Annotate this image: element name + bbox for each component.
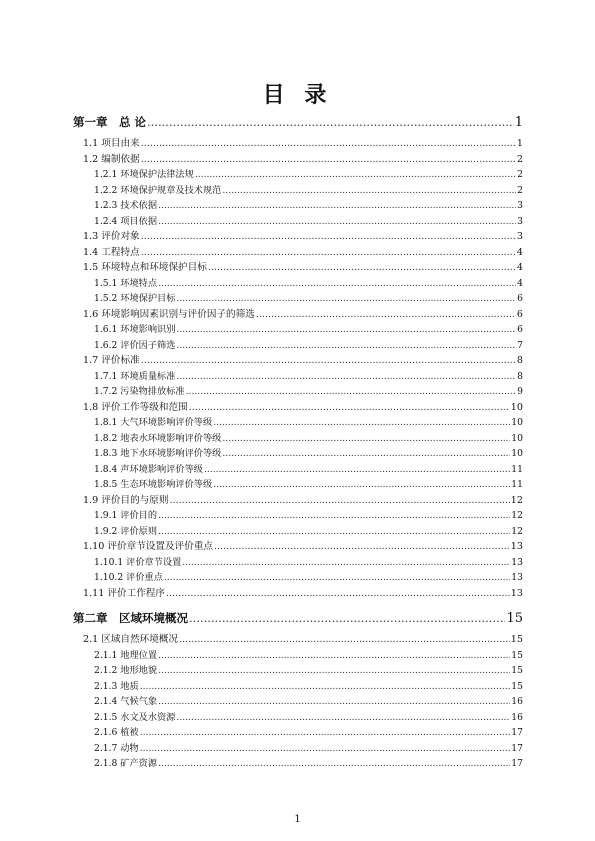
dot-leader [186, 384, 517, 400]
page-number: 1 [294, 814, 301, 825]
toc-entry-label: 2.1.5 水文及水资源 [94, 711, 176, 723]
toc-entry-label: 1.10.1 评价章节设置 [94, 556, 182, 568]
dot-leader [176, 338, 516, 354]
toc-entry[interactable] [73, 694, 523, 710]
toc-entry-page: 15 [510, 634, 523, 645]
dot-leader [141, 136, 516, 152]
dot-leader [158, 214, 516, 230]
toc-entry-page: 3 [517, 200, 523, 211]
dot-leader [141, 353, 516, 369]
toc-entry-label: 1.6.2 评价因子筛选 [94, 339, 176, 351]
toc-entry[interactable] [73, 756, 523, 772]
toc-chapter-entry[interactable] [73, 610, 523, 627]
toc-entry-label: 1.11 评价工作程序 [83, 587, 165, 599]
toc-entry-label: 2.1.3 地质 [94, 680, 139, 692]
toc-entry-label: 2.1.6 植被 [94, 727, 139, 738]
toc-entry[interactable] [73, 229, 523, 245]
toc-entry-label: 1.7 评价标准 [83, 355, 140, 366]
toc-entry-label: 1.3 评价对象 [83, 231, 140, 242]
dot-leader [147, 114, 514, 131]
toc-entry[interactable] [73, 462, 523, 478]
dot-leader [189, 610, 505, 627]
toc-entry-page: 17 [511, 742, 523, 754]
toc-entry[interactable] [73, 586, 523, 602]
toc-entry-page: 1 [514, 115, 523, 130]
toc-entry[interactable] [73, 384, 523, 400]
toc-entry-page: 17 [511, 758, 523, 769]
toc-entry-label: 1.9.1 评价目的 [94, 510, 158, 521]
toc-entry-page: 13 [511, 556, 523, 568]
toc-entry-label: 1.8.5 生态环境影响评价等级 [94, 479, 213, 490]
toc-entry[interactable] [73, 741, 523, 757]
toc-entry-page: 16 [511, 711, 523, 723]
dot-leader [158, 198, 516, 214]
dot-leader [182, 555, 510, 571]
toc-entry[interactable] [73, 214, 523, 230]
toc-chapter-entry[interactable] [73, 114, 523, 131]
dot-leader [213, 415, 510, 431]
toc-entry-page: 3 [517, 215, 523, 227]
dot-leader [169, 493, 509, 509]
toc-entry-page: 6 [517, 324, 523, 335]
toc-entry[interactable] [73, 710, 523, 726]
dot-leader [158, 276, 516, 292]
toc-entry-label: 1.2.3 技术依据 [94, 200, 158, 211]
toc-entry-label: 1.2.4 项目依据 [94, 215, 158, 227]
toc-entry-page: 10 [511, 432, 523, 444]
dot-leader [140, 679, 511, 695]
toc-entry-label: 2.1.4 气候气象 [94, 696, 158, 707]
toc-entry-label: 1.9.2 评价原则 [94, 525, 158, 537]
toc-entry-page: 13 [510, 587, 523, 599]
toc-entry-page: 15 [506, 611, 523, 626]
dot-leader [176, 710, 510, 726]
toc-entry[interactable] [73, 663, 523, 679]
toc-entry-page: 10 [511, 417, 523, 428]
toc-entry-label: 1.8.2 地表水环境影响评价等级 [94, 432, 222, 444]
toc-entry-label: 1.1 项目由来 [83, 138, 140, 149]
toc-entry-label: 2.1.7 动物 [94, 742, 139, 754]
toc-entry-page: 6 [516, 308, 523, 320]
toc-entry[interactable] [73, 493, 523, 509]
toc-entry-label: 1.2.2 环境保护规章及技术规范 [94, 184, 222, 196]
dot-leader [208, 260, 516, 276]
toc-entry[interactable] [73, 322, 523, 338]
dot-leader [222, 446, 510, 462]
toc-entry[interactable] [73, 260, 523, 276]
toc-entry[interactable] [73, 338, 523, 354]
dot-leader [158, 694, 510, 710]
dot-leader [140, 725, 511, 741]
toc-entry-page: 12 [510, 494, 523, 506]
dot-leader [158, 648, 510, 664]
dot-leader [214, 539, 510, 555]
toc-entry-label: 1.7.1 环境质量标准 [94, 370, 176, 382]
toc-entry-page: 3 [516, 231, 523, 242]
toc-entry[interactable] [73, 570, 523, 586]
toc-entry-page: 7 [517, 339, 523, 351]
dot-leader [158, 524, 510, 540]
toc-entry-label: 1.2 编制依据 [83, 153, 140, 165]
dot-leader [141, 245, 516, 261]
toc-entry[interactable] [73, 539, 523, 555]
toc-entry-label: 1.2.1 环境保护法律法规 [94, 169, 194, 180]
toc-entry[interactable] [73, 508, 523, 524]
toc-entry[interactable] [73, 291, 523, 307]
toc-entry-label: 1.5.2 环境保护目标 [94, 293, 176, 304]
toc-entry-page: 9 [517, 386, 523, 397]
toc-entry-label: 1.8.3 地下水环境影响评价等级 [94, 448, 222, 459]
dot-leader [195, 167, 516, 183]
toc-entry[interactable] [73, 725, 523, 741]
toc-entry-page: 10 [510, 401, 523, 413]
toc-entry-label: 第一章 总 论 [73, 115, 147, 129]
toc-entry-page: 6 [517, 293, 523, 304]
table-of-contents [73, 112, 523, 772]
dot-leader [176, 369, 516, 385]
toc-entry[interactable] [73, 152, 523, 168]
toc-entry-page: 8 [516, 355, 523, 366]
toc-entry[interactable] [73, 524, 523, 540]
toc-entry-label: 1.6.1 环境影响识别 [94, 324, 176, 335]
toc-entry[interactable] [73, 679, 523, 695]
toc-entry-label: 1.5.1 环境特点 [94, 277, 158, 289]
toc-entry-page: 15 [511, 680, 523, 692]
toc-entry-page: 13 [510, 541, 523, 552]
toc-entry[interactable] [73, 307, 523, 323]
dot-leader [179, 632, 510, 648]
toc-entry-page: 15 [511, 649, 523, 661]
toc-entry-page: 13 [511, 572, 523, 583]
toc-entry-label: 1.8.1 大气环境影响评价等级 [94, 417, 213, 428]
dot-leader [140, 741, 511, 757]
dot-leader [204, 462, 510, 478]
dot-leader [141, 229, 516, 245]
toc-entry-label: 2.1 区域自然环境概况 [83, 634, 179, 645]
toc-entry[interactable] [73, 167, 523, 183]
page-title: 目 录 [262, 82, 333, 108]
dot-leader [166, 586, 510, 602]
toc-entry[interactable] [73, 431, 523, 447]
toc-entry-page: 2 [517, 169, 523, 180]
dot-leader [141, 152, 516, 168]
toc-entry[interactable] [73, 353, 523, 369]
dot-leader [222, 431, 510, 447]
dot-leader [164, 570, 510, 586]
toc-entry-label: 1.4 工程特点 [83, 246, 140, 258]
toc-entry[interactable] [73, 477, 523, 493]
toc-entry-page: 2 [516, 153, 523, 165]
dot-leader [158, 508, 510, 524]
toc-entry-label: 1.5 环境特点和环境保护目标 [83, 262, 207, 273]
toc-entry-label: 1.10 评价章节设置及评价重点 [83, 541, 213, 552]
toc-entry[interactable] [73, 136, 523, 152]
dot-leader [222, 183, 516, 199]
toc-entry-page: 8 [517, 370, 523, 382]
toc-entry-page: 1 [516, 138, 523, 149]
toc-entry[interactable] [73, 369, 523, 385]
dot-leader [176, 291, 516, 307]
toc-entry-label: 1.10.2 评价重点 [94, 572, 163, 583]
toc-entry-page: 11 [511, 479, 523, 490]
toc-entry[interactable] [73, 446, 523, 462]
toc-entry[interactable] [73, 648, 523, 664]
toc-entry[interactable] [73, 183, 523, 199]
toc-entry[interactable] [73, 245, 523, 261]
dot-leader [213, 477, 510, 493]
toc-entry-page: 12 [511, 525, 523, 537]
toc-entry-page: 15 [511, 665, 523, 676]
toc-entry-page: 10 [511, 448, 523, 459]
toc-entry-label: 1.8 评价工作等级和范围 [83, 401, 188, 413]
toc-entry-page: 4 [516, 262, 523, 273]
toc-entry-page: 17 [511, 727, 523, 738]
toc-entry-page: 11 [511, 463, 523, 475]
toc-entry-page: 4 [516, 246, 523, 258]
toc-entry-label: 2.1.1 地理位置 [94, 649, 158, 661]
toc-entry[interactable] [73, 198, 523, 214]
toc-entry-page: 16 [511, 696, 523, 707]
toc-entry-label: 2.1.2 地形地貌 [94, 665, 158, 676]
toc-entry-page: 4 [517, 277, 523, 289]
dot-leader [189, 400, 510, 416]
toc-entry[interactable] [73, 555, 523, 571]
toc-entry-label: 1.7.2 污染物排放标准 [94, 386, 185, 397]
toc-entry-label: 1.8.4 声环境影响评价等级 [94, 463, 203, 475]
toc-entry[interactable] [73, 276, 523, 292]
toc-entry-label: 2.1.8 矿产资源 [94, 758, 158, 769]
toc-entry[interactable] [73, 400, 523, 416]
dot-leader [158, 663, 510, 679]
toc-entry-label: 1.6 环境影响因素识别与评价因子的筛选 [83, 308, 255, 320]
toc-entry[interactable] [73, 632, 523, 648]
toc-entry-page: 12 [511, 510, 523, 521]
toc-entry-label: 第二章 区域环境概况 [73, 611, 188, 625]
dot-leader [158, 756, 510, 772]
toc-entry-label: 1.9 评价目的与原则 [83, 494, 169, 506]
dot-leader [256, 307, 516, 323]
toc-entry-page: 2 [517, 184, 523, 196]
dot-leader [176, 322, 516, 338]
toc-entry[interactable] [73, 415, 523, 431]
